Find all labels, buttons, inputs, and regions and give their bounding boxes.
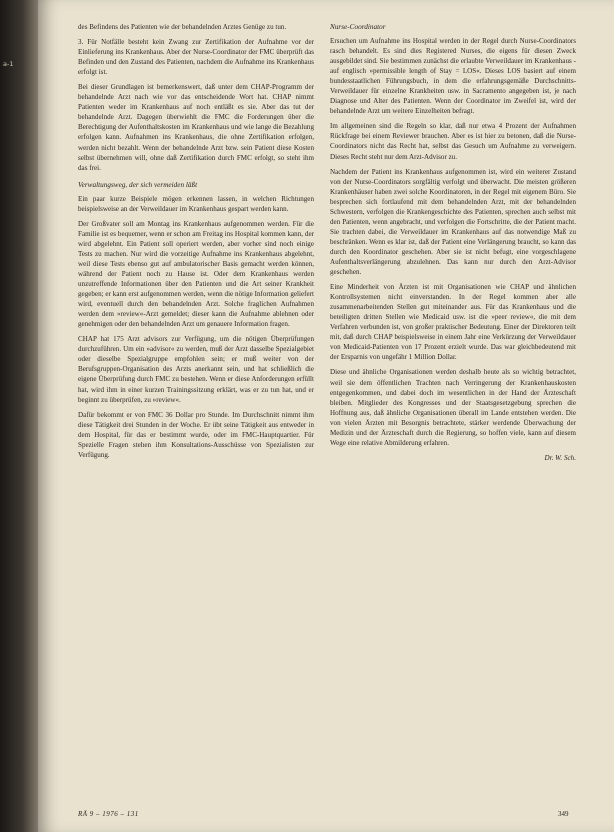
right-paragraph: Im allgemeinen sind die Regeln so klar, daß nur etwa 4 Prozent der Aufnahmen Rückfrage bei einem Reviewer brauchen. Aber es ist hier zu betonen, daß die Nurse-Coordinators nicht das Recht hat, selbst das Gesuch um Aufnahme zu verweigern. Dieses Recht steht nur dem Arzt-Advisor zu.: [330, 122, 576, 161]
margin-note: a-1: [3, 60, 14, 68]
author-signature: Dr. W. Sch.: [544, 453, 576, 462]
left-paragraph: des Befindens des Patienten wie der behandelnden Arztes Genüge zu tun.: [78, 23, 287, 31]
left-paragraph: Ein paar kurze Beispiele mögen erkennen lassen, in welchen Richtungen beispielsweise an der Verweildauer im Krankenhaus gespart werden kann.: [78, 194, 314, 213]
section-heading: Verwaltungsweg, der sich vermeiden läßt: [78, 180, 198, 189]
right-paragraph: Eine Minderheit von Ärzten ist mit Organisationen wie CHAP und ähnlichen Kontrollsystemen nicht einverstanden. In der Regel kommen aber alle zusammenarbeitenden Stellen gut miteinander aus. Für das Krankenhaus und die beteiligten dritten Stellen wie Medicaid usw. ist die »peer review«, die mit dem Verfahren verbunden ist, von großer praktischer Bedeutung. Einer der Direktoren teilt mit, daß durch CHAP beispielsweise in einem Jahr eine Verkürzung der Verweildauer von Medicaid-Patienten von 17 Prozent erzielt wurde. Das war gleichbedeutend mit der Ersparnis von ungefähr 1 Million Dollar.: [330, 283, 576, 362]
right-paragraph: Nachdem der Patient ins Krankenhaus aufgenommen ist, wird ein weiterer Zustand von der Nurse-Coordinators sorgfältig verfolgt und überwacht. Die meisten größeren Krankenhäuser haben zwei solche Koordinatoren, in der Regel mit eigenem Büro. Sie besprechen sich fortlaufend mit dem behandelnden Arzt, mit der behandelnden Schwestern, verfolgen die Krankengeschichte des Patienten, sprechen auch selbst mit den Patienten, wenn angebracht, und verfolgen die Fortschritte, die der Patient macht. Sie trachten dabei, die Verweildauer im Krankenhaus auf das notwendige Maß zu beschränken. Wenn es klar ist, daß der Patient eine Verlängerung braucht, so kann das durch den Koordinator geschehen. Aber sie ist nicht befugt, eine vorgeschlagene Aufenthaltsverlängerung abzulehnen. Das kann nur durch den Arzt-Advisor geschehen.: [330, 167, 576, 277]
left-paragraph: Bei dieser Grundlagen ist bemerkenswert, daß unter dem CHAP-Programm der behandelnde Arzt nach wie vor das entscheidende Wort hat. CHAP nimmt Patienten weder im Krankenhaus auf noch entläßt es sie. Aber das tut der behandelnde Arzt. Dagegen überwiehlt die FMC die Forderungen über die Berechtigung der Aufenthaltskosten im Krankenhaus und wie lange die Bezahlung erfolgen kann. Aufnahmen ins Krankenhaus, die ohne Zertifikation erfolgen, werden nicht bezahlt. Wenn der behandelnde Arzt bzw. sein Patient diese Kosten selbst übernehmen will, ohne daß Zertifikation durch FMC erfolgt, so steht ihm das frei.: [78, 83, 314, 172]
left-paragraph: Dafür bekommt er von FMC 36 Dollar pro Stunde. Im Durchschnitt nimmt ihm diese Tätigkeit drei Stunden in der Woche. Er übt seine Tätigkeit aus entweder in dem Hospital, für das er bestimmt wurde, oder im FMC-Hauptquartier. Für Spezielle Fragen stehen ihm Konsultations-Ausschüsse von Spezialisten zur Verfügung.: [78, 410, 314, 459]
right-paragraph: Diese und ähnliche Organisationen werden deshalb heute als so wichtig betrachtet, weil sie dem öffentlichen Trachten nach Verringerung der Krankenhauskosten entgegenkommen, und dabei doch im wesentlichen in der Hand der Ärzteschaft bleiben. Mitglieder des Kongresses und der Staatsgesetzgebung sprechen die Hoffnung aus, daß ähnliche Organisationen überall im Lande entstehen werden. Die von vielen Ärzten mit Besorgnis betrachtete, stärker werdende Überwachung der Medizin und der Ärzteschaft durch die Regierung, so hoffen viele, kann auf diesem Wege eine relative Abmilderung erfahren.: [330, 368, 576, 447]
left-paragraph: Der Großvater soll am Montag ins Krankenhaus aufgenommen werden. Für die Familie ist es bequemer, wenn er schon am Freitag ins Hospital kommen kann, der wird abgelehnt. Ein Patient soll operiert werden, aber vorher sind noch einige Tests zu machen. Nur wird die vorzeitige Aufnahme ins Krankenhaus abgelehnt, weil diese Tests ebenso gut auf ambulatorischer Basis gemacht werden können, während der Patient noch zu Hause ist. Oder dem Krankenhaus werden unzutreffende Informationen über den Patienten und die Art seiner Krankheit gegeben; er kann erst aufgenommen werden, wenn die nötige Information geliefert wird, eventuell durch den behandelnden Arzt. Solche fraglichen Aufnahmen werden dem »review«-Arzt gemeldet; dieser kann die Aufnahme ablehnen oder genehmigen oder den behandelnden Arzt um genauere Information fragen.: [78, 219, 314, 329]
left-paragraph: 3. Für Notfälle besteht kein Zwang zur Zertifikation der Aufnahme vor der Einlieferung ins Krankenhaus. Aber der Nurse-Coordinator der FMC überprüft das Befinden und den Zustand des Patienten, nachdem die Aufnahme ins Krankenhaus erfolgt ist.: [78, 38, 314, 77]
right-column: [330, 22, 576, 463]
left-paragraph: CHAP hat 175 Arzt advisors zur Verfügung, um die nötigen Überprüfungen durchzuführen. Um ein »advisor« zu werden, muß der Arzt dasselbe Spezialgebiet oder dieselbe Spezialgruppe empfohlen sein; er muß weiter von der Berufsgruppen-Organisation des Arzts anerkannt sein, und hat schließlich die eigene Überprüfung durch FMC zu bestehen. Wenn er diese Anforderungen erfüllt hat, wird ihm in einer kurzen Trainingssitzung erklärt, was er zu tun hat, und er beginnt zu überprüfen, zu »review«.: [78, 335, 314, 404]
left-column: [78, 22, 314, 465]
page-number: 349: [558, 810, 569, 818]
journal-footer: RÄ 9 – 1976 – 131: [78, 810, 139, 818]
right-paragraph: Ersuchen um Aufnahme ins Hospital werden in der Regel durch Nurse-Coordinators rasch behandelt. Es sind dies Registered Nurses, die eigens für diesen Zweck ausgebildet sind. Sie bestimmen zunächst die erlaubte Verweildauer im Krankenhaus - auf englisch »permissible length of Stay = LOS«. Dieses LOS basiert auf einem bundesstaatlichen Führungsbuch, in dem die erfahrungsgemäße Durchschnitts-Verweildauer für einzelne Krankheiten usw. in Sacramento angegeben ist, je nach Diagnose und Alter des Patienten. Wenn der Coordinator im Zweifel ist, wird der behandelnde Arzt um weitere Einzelheiten befragt.: [330, 37, 576, 116]
book-gutter: [0, 0, 40, 832]
section-heading: Nurse-Coordinator: [330, 23, 386, 31]
